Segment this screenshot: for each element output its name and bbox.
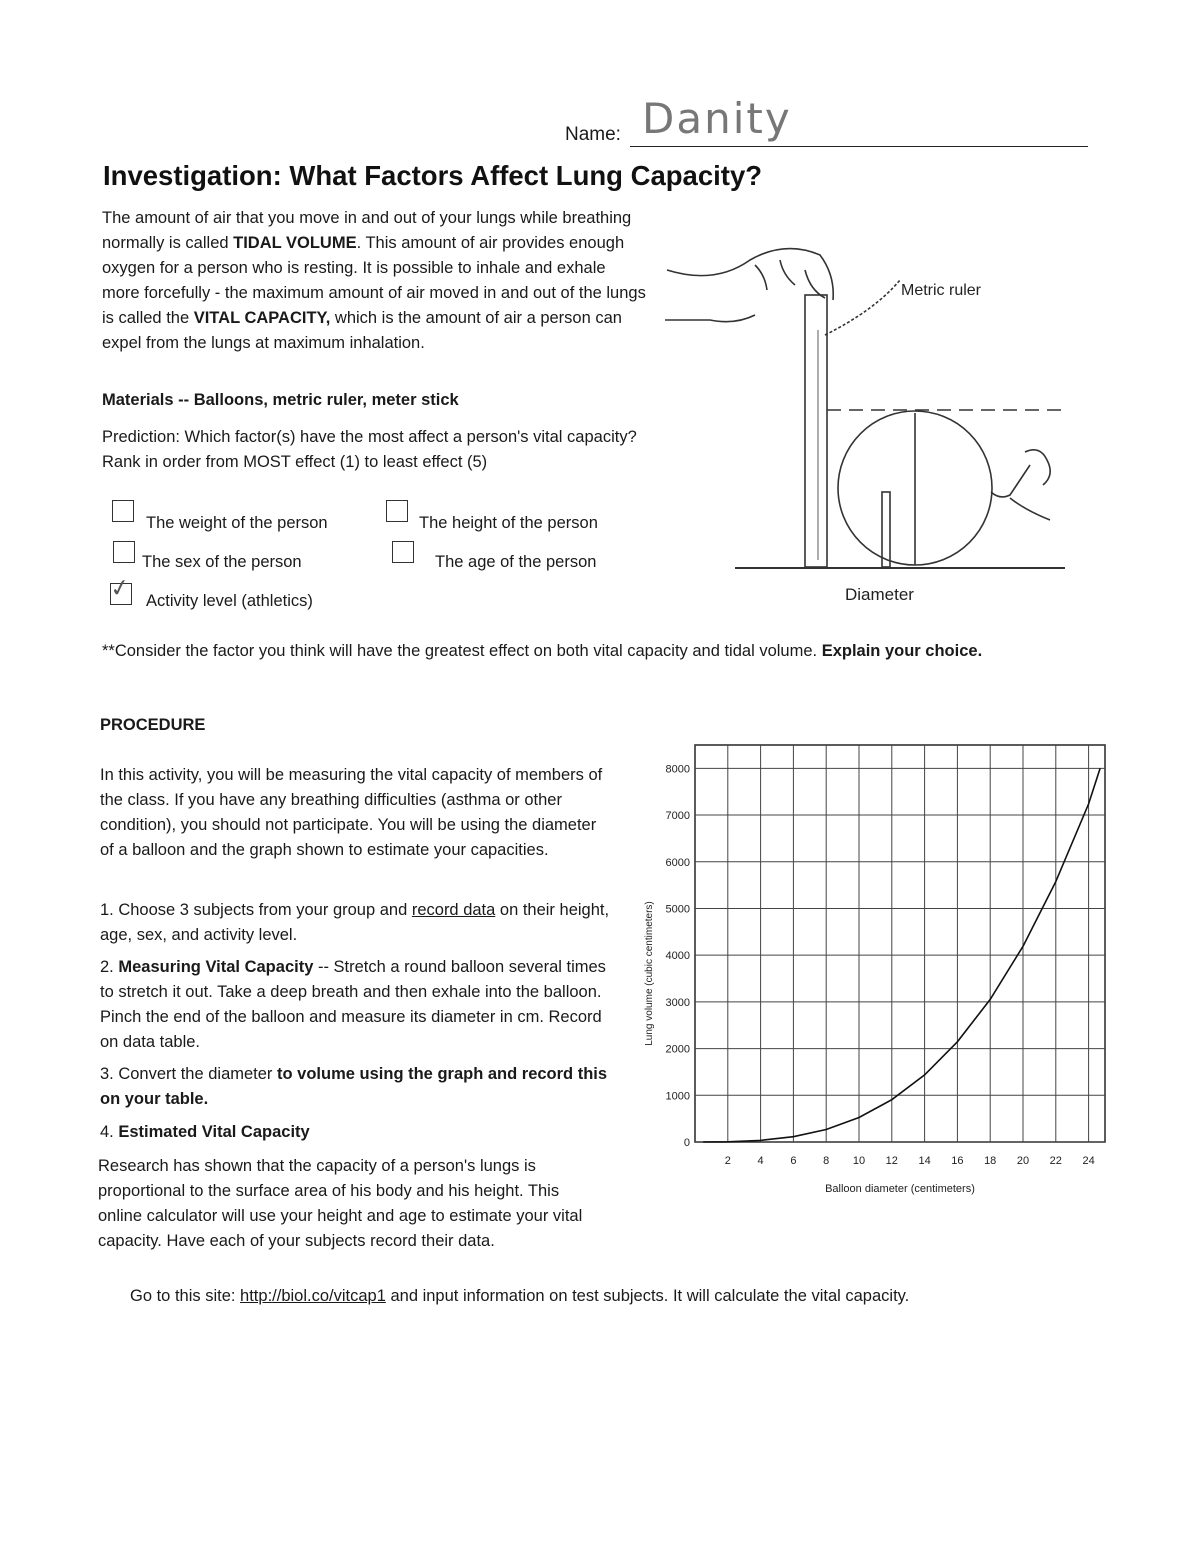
x-tick-label: 10 [852, 1155, 866, 1167]
x-tick-label: 8 [823, 1155, 830, 1167]
step-4-heading-line [100, 1120, 610, 1145]
prediction-question: Prediction: Which factor(s) have the most affect a person's vital capacity? Rank in order from MOST effect (1) to least effect (5) [102, 428, 637, 471]
y-tick-label: 5000 [665, 903, 690, 916]
page-title: Investigation: What Factors Affect Lung Capacity? [103, 160, 763, 191]
x-tick-label: 12 [885, 1155, 898, 1167]
name-value-handwritten: Danity [642, 94, 792, 143]
y-tick-label: 2000 [665, 1043, 690, 1056]
step-1 [100, 898, 610, 948]
x-tick-label: 22 [1049, 1155, 1062, 1167]
consider-bold: Explain your choice. [821, 642, 983, 660]
factor-label-height: The height of the person [419, 514, 598, 532]
name-underline [630, 146, 1088, 147]
y-tick-label: 1000 [665, 1090, 690, 1103]
goto-text: Go to this site: [130, 1287, 241, 1305]
factor-checkbox-age[interactable] [392, 541, 414, 563]
ruler-label: Metric ruler [901, 282, 982, 299]
step-1-text-end: on their height, age, sex, and activity level. [100, 901, 610, 944]
step-2-heading: Measuring Vital Capacity [118, 958, 314, 976]
intro-text-1: The amount of air that you move in and out of your lungs while breathing normally is called [102, 209, 632, 252]
lung-volume-chart [610, 735, 1120, 1205]
name-label: Name: [565, 124, 621, 145]
diameter-label: Diameter [845, 585, 914, 604]
factor-checkbox-weight[interactable] [112, 500, 134, 522]
step-3-text: 3. Convert the diameter [100, 1065, 278, 1083]
y-tick-label: 7000 [665, 810, 690, 823]
x-tick-label: 14 [918, 1155, 931, 1167]
y-tick-label: 0 [683, 1137, 690, 1149]
x-axis-label: Balloon diameter (centimeters) [825, 1183, 975, 1195]
factor-label-weight: The weight of the person [146, 514, 328, 532]
step-4-number: 4. [100, 1123, 119, 1141]
vitcap-link[interactable]: http://biol.co/vitcap1 [240, 1287, 386, 1305]
procedure-intro: In this activity, you will be measuring the vital capacity of members of the class. If you have any breathing difficulties (asthma or other condition), you should not participate. You will be using the diameter of a balloon and the graph shown to estimate your capacities. [100, 766, 603, 859]
factor-checkbox-height[interactable] [386, 500, 408, 522]
factor-label-age: The age of the person [435, 553, 597, 571]
balloon-measurement-diagram [655, 220, 1075, 620]
step-3 [100, 1062, 610, 1112]
materials-line: Materials -- Balloons, metric ruler, meter stick [102, 391, 459, 409]
y-axis-label: Lung volume (cubic centimeters) [644, 901, 655, 1046]
factor-label-activity: Activity level (athletics) [146, 592, 313, 610]
x-tick-label: 24 [1082, 1155, 1095, 1167]
record-data-link[interactable]: record data [411, 901, 496, 919]
intro-paragraph [102, 206, 647, 356]
factor-checkbox-sex[interactable] [113, 541, 135, 563]
y-tick-label: 4000 [665, 950, 690, 963]
goto-text-end: and input information on test subjects. It will calculate the vital capacity. [385, 1287, 910, 1305]
factor-label-sex: The sex of the person [142, 553, 302, 571]
plot-frame [695, 745, 1105, 1142]
step-4-text: Research has shown that the capacity of a person's lungs is proportional to the surface area of his body and his height. This online calculator will use your height and age to estimate your vital capacity. Have each of your subjects record their data. [98, 1157, 583, 1250]
step-2-number: 2. [100, 958, 119, 976]
y-tick-label: 3000 [665, 996, 690, 1009]
tidal-volume-term: TIDAL VOLUME [233, 234, 357, 252]
consider-text: **Consider the factor you think will have the greatest effect on both vital capacity and tidal volume. [102, 642, 822, 660]
check-mark-icon: ✓ [107, 573, 133, 604]
consider-prompt [102, 639, 1052, 664]
goto-line [130, 1287, 909, 1306]
x-tick-label: 16 [951, 1155, 964, 1167]
step-2-text: -- Stretch a round balloon several times to stretch it out. Take a deep breath and then exhale into the balloon. Pinch the end of the balloon and measure its diameter in cm. Record on data table. [100, 958, 606, 1051]
x-tick-label: 4 [757, 1155, 764, 1167]
x-tick-label: 20 [1016, 1155, 1030, 1167]
step-1-text: 1. Choose 3 subjects from your group and [100, 901, 412, 919]
intro-text-2: . This amount of air provides enough oxygen for a person who is resting. It is possible to inhale and exhale more forcefully - the maximum amount of air moved in and out of the lungs is called the [102, 234, 646, 327]
y-tick-label: 6000 [665, 856, 690, 869]
procedure-heading: PROCEDURE [100, 716, 206, 734]
y-tick-label: 8000 [665, 763, 690, 776]
x-tick-label: 6 [790, 1155, 797, 1167]
vital-capacity-term: VITAL CAPACITY, [193, 309, 331, 327]
step-3-bold: to volume using the graph and record this on your table. [100, 1065, 608, 1108]
x-tick-label: 18 [984, 1155, 997, 1167]
step-4-heading: Estimated Vital Capacity [118, 1123, 310, 1141]
x-tick-label: 2 [724, 1155, 731, 1167]
step-2 [100, 955, 610, 1055]
intro-text-3: which is the amount of air a person can expel from the lungs at maximum inhalation. [102, 309, 622, 352]
